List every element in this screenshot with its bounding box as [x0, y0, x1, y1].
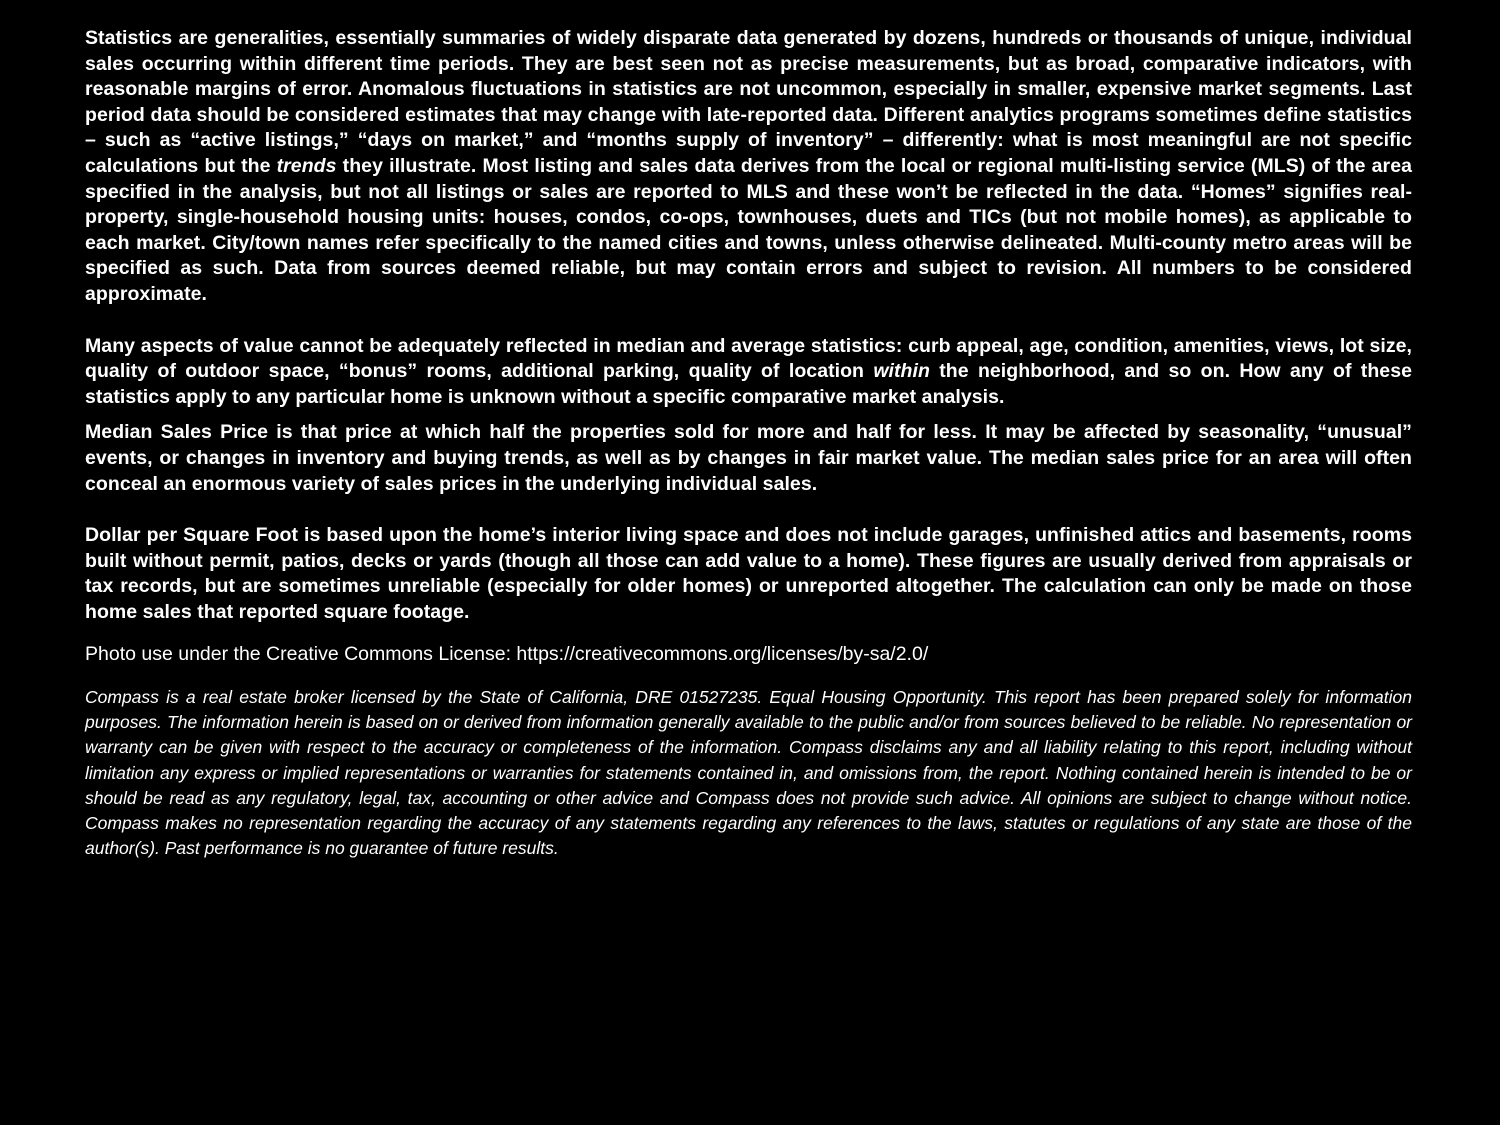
photo-credit-line: Photo use under the Creative Commons License: https://creativecommons.org/licenses/by-sa/2.0/ — [85, 643, 929, 666]
median-sales-price-paragraph: Median Sales Price is that price at which half the properties sold for more and half for less. It may be affected by seasonality, “unusual” events, or changes in inventory and buying trends, as well as by changes in fair market value. The median sales price for an area will often conceal an enormous variety of sales prices in the underlying individual sales. — [85, 421, 1412, 495]
paragraph-spacer — [85, 625, 1412, 642]
statistics-text-part-1: Statistics are generalities, essentially summaries of widely disparate data generated by dozens, hundreds or thousands of unique, individual sales occurring within different time periods. They are best seen not as precise measurements, but as broad, comparative indicators, with reasonable margins of error. Anomalous fluctuations in statistics are not uncommon, especially in smaller, expensive market segments. Last period data should be considered estimates that may change with late-reported data. Different analytics programs sometimes define statistics – such as “active listings,” “days on market,” and “months supply of inventory” – differently: what is most meaningful are not specific calculations but the — [85, 27, 1412, 177]
paragraph-spacer — [85, 668, 1412, 685]
paragraph-spacer — [85, 497, 1412, 523]
statistics-text-part-2: they illustrate. Most listing and sales data derives from the local or regional multi-listing service (MLS) of the area specified in the analysis, but not all listings or sales are reported to MLS and these won’t be reflected in the data. “Homes” signifies real-property, single-household housing units: houses, condos, co-ops, townhouses, duets and TICs (but not mobile homes), as applicable to each market. City/town names refer specifically to the named cities and towns, unless otherwise delineated. Multi-county metro areas will be specified as such. Data from sources deemed reliable, but may contain errors and subject to revision. All numbers to be considered approximate. — [85, 154, 1412, 305]
value-emphasis-within: within — [873, 360, 930, 383]
paragraph-spacer — [85, 308, 1412, 334]
paragraph-spacer — [85, 410, 1412, 420]
legal-disclaimer-paragraph: Compass is a real estate broker licensed by the State of California, DRE 01527235. Equal Housing Opportunity. This report has been prepared solely for information purposes. The information herein is based on or derived from information generally available to the public and/or from sources believed to be reliable. No representation or warranty can be given with respect to the accuracy or completeness of the information. Compass disclaims any and all liability relating to this report, including without limitation any express or implied representations or warranties for statements contained in, and omissions from, the report. Nothing contained herein is intended to be or should be read as any regulatory, legal, tax, accounting or other advice and Compass does not provide such advice. All opinions are subject to change without notice. Compass makes no representation regarding the accuracy of any statements regarding any references to the laws, statutes or regulations of any state are those of the author(s). Past performance is no guarantee of future results. — [85, 687, 1412, 859]
dollar-per-square-foot-paragraph: Dollar per Square Foot is based upon the home’s interior living space and does not include garages, unfinished attics and basements, rooms built without permit, patios, decks or yards (though all those can add value to a home). These figures are usually derived from appraisals or tax records, but are sometimes unreliable (especially for older homes) or unreported altogether. The calculation can only be made on those home sales that reported square footage. — [85, 524, 1412, 623]
value-aspects-paragraph — [85, 334, 1412, 411]
statistics-emphasis-trends: trends — [276, 154, 337, 177]
value-text-part-1: Many aspects of value cannot be adequately reflected in median and average statistics: curb appeal, age, condition, amenities, views, lot size, quality of outdoor space, “bonus” rooms, additional parking, quality of location — [85, 334, 1412, 383]
value-text-part-2: the neighborhood, and so on. How any of these statistics apply to any particular home is unknown without a specific comparative market analysis. — [85, 360, 1412, 408]
statistics-disclaimer-paragraph — [85, 26, 1412, 308]
